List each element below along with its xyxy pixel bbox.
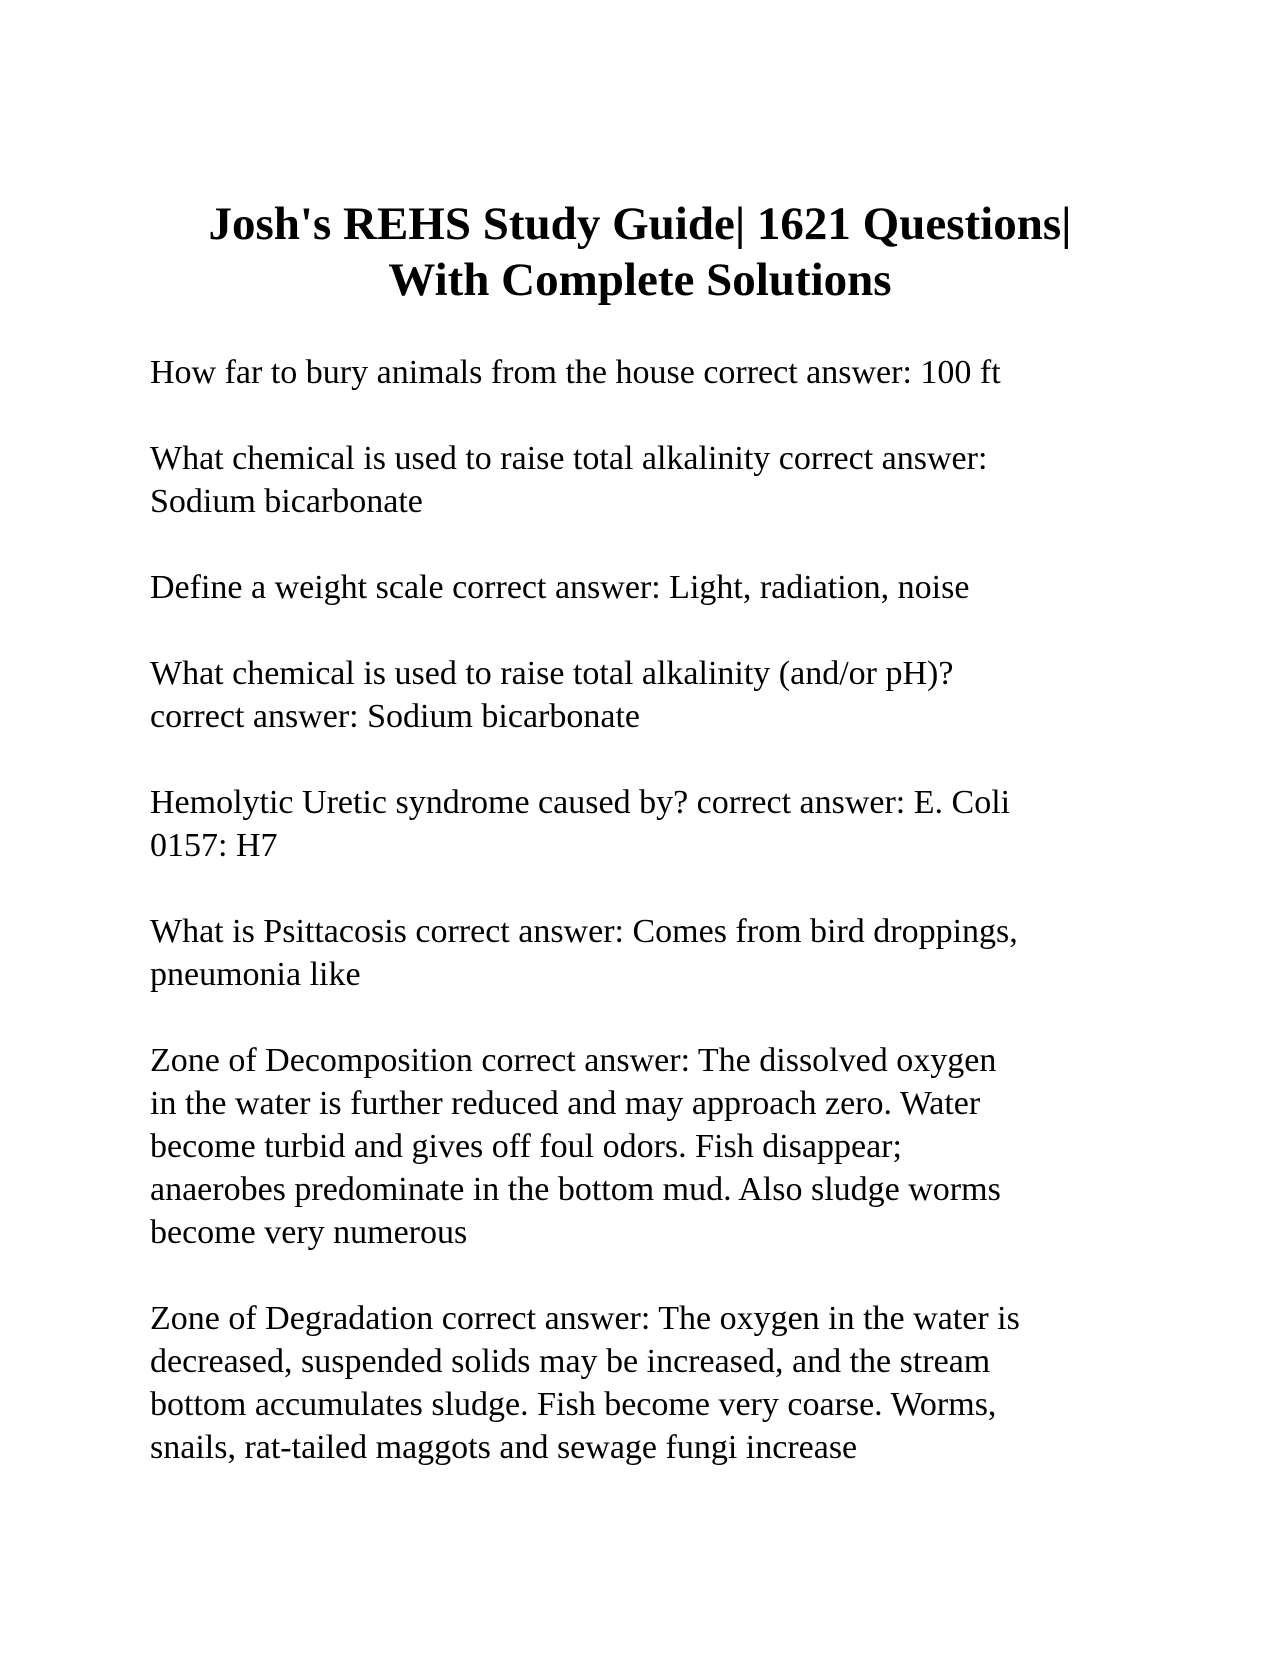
qa-entry-6: What is Psittacosis correct answer: Comes from bird droppings, pneumonia like — [150, 913, 1018, 993]
qa-entry-4: What chemical is used to raise total alkalinity (and/or pH)? correct answer: Sodium bicarbonate — [150, 655, 954, 735]
qa-entry-8: Zone of Degradation correct answer: The oxygen in the water is decreased, suspended solids may be increased, and the stream bottom accumulates sludge. Fish become very coarse. Worms, snails, rat-tailed maggots and sewage fungi increase — [150, 1300, 1020, 1466]
title-line-1: Josh's REHS Study Guide| 1621 Questions| — [208, 198, 1072, 250]
document-title — [120, 196, 1160, 308]
title-line-2: With Complete Solutions — [388, 254, 892, 306]
qa-entry-5: Hemolytic Uretic syndrome caused by? correct answer: E. Coli 0157: H7 — [150, 784, 1011, 864]
qa-entry-1: How far to bury animals from the house correct answer: 100 ft — [150, 354, 1001, 391]
question-answer-list — [150, 351, 1140, 1512]
qa-entry-2: What chemical is used to raise total alkalinity correct answer: Sodium bicarbonate — [150, 440, 988, 520]
qa-entry-7: Zone of Decomposition correct answer: The dissolved oxygen in the water is further reduced and may approach zero. Water become turbid and gives off foul odors. Fish disappear; anaerobes predominate in the bottom mud. Also sludge worms become very numerous — [150, 1042, 1001, 1251]
qa-entry-3: Define a weight scale correct answer: Light, radiation, noise — [150, 569, 970, 606]
